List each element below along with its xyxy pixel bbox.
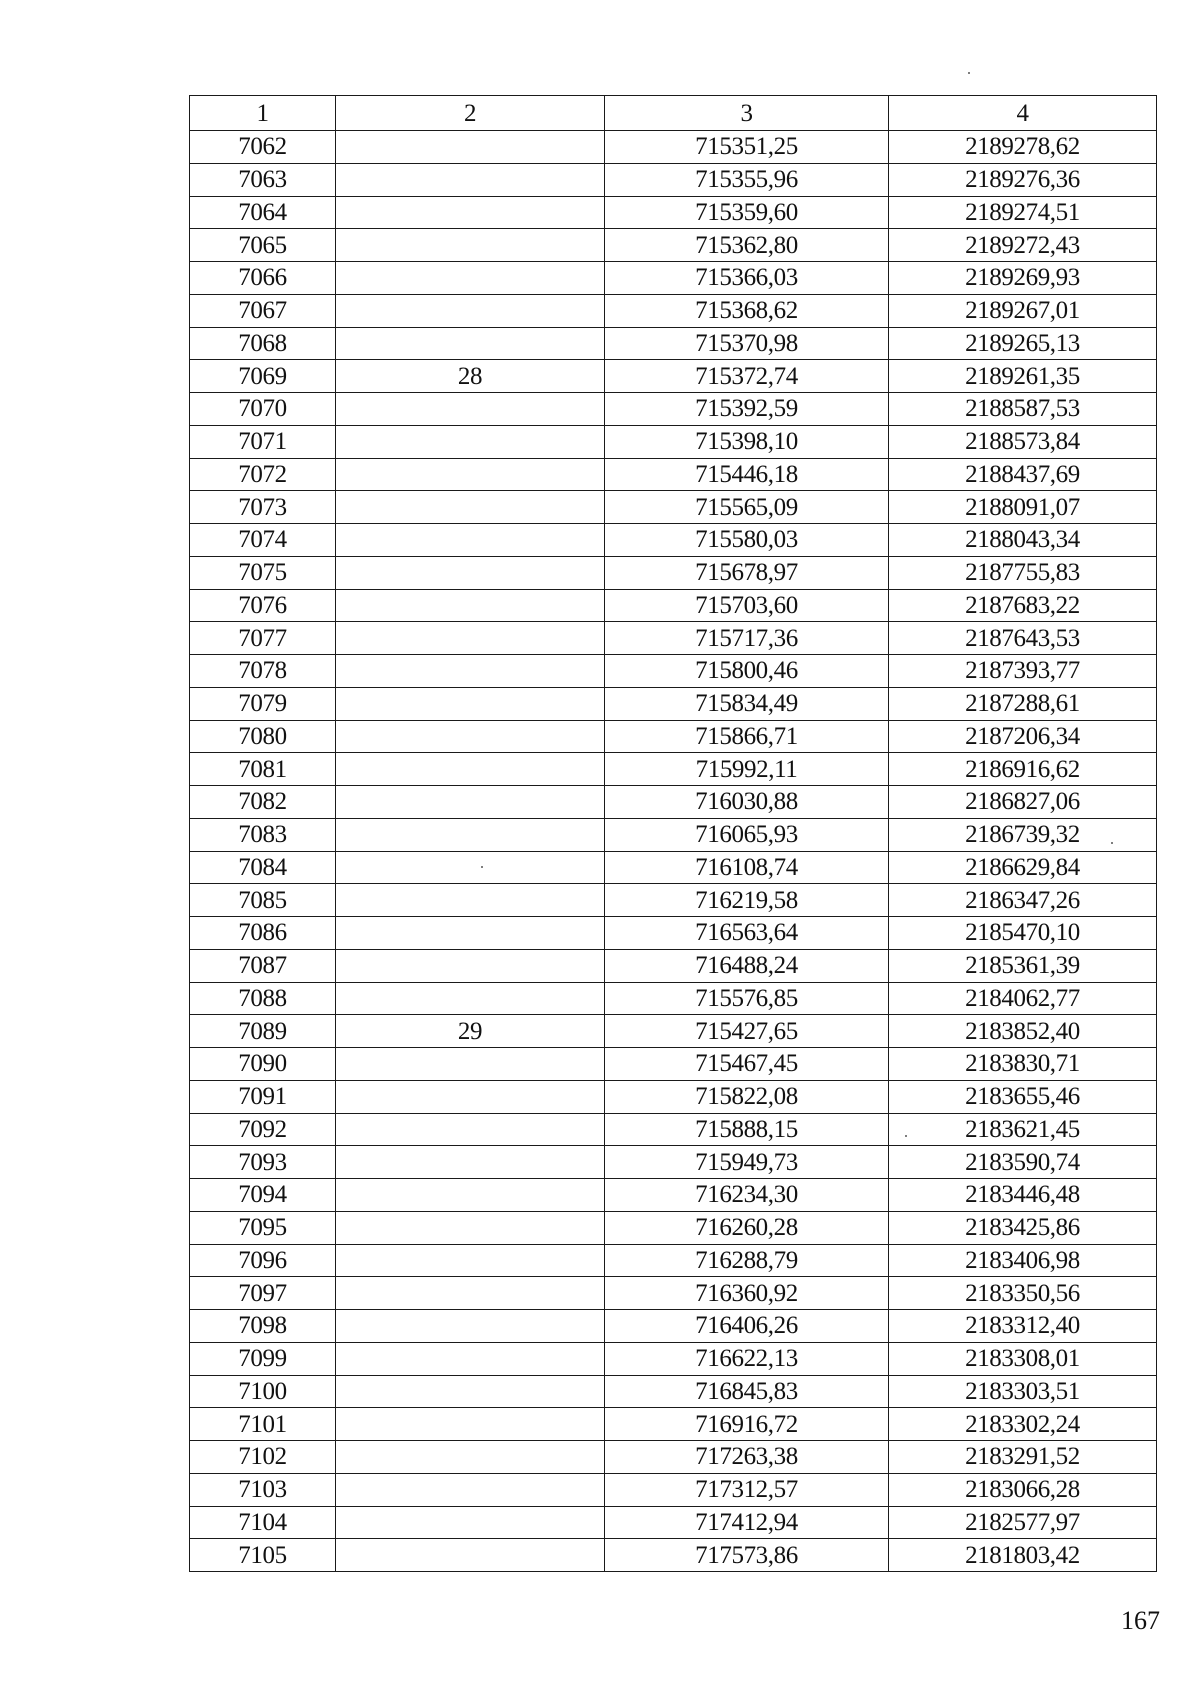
- y-coordinate-cell: 2185470,10: [889, 917, 1157, 950]
- x-coordinate-cell: 715370,98: [605, 327, 889, 360]
- x-coordinate-cell: 715992,11: [605, 753, 889, 786]
- point-number-cell: 7080: [190, 720, 336, 753]
- x-coordinate-cell: 715888,15: [605, 1113, 889, 1146]
- y-coordinate-cell: 2183308,01: [889, 1342, 1157, 1375]
- table-row: [190, 622, 1157, 655]
- table-row: [190, 687, 1157, 720]
- y-coordinate-cell: 2188437,69: [889, 458, 1157, 491]
- column-header-2: 2: [336, 96, 605, 131]
- y-coordinate-cell: 2183590,74: [889, 1146, 1157, 1179]
- x-coordinate-cell: 715576,85: [605, 982, 889, 1015]
- section-number-cell: [336, 458, 605, 491]
- point-number-cell: 7069: [190, 360, 336, 393]
- table-row: [190, 360, 1157, 393]
- section-number-cell: [336, 262, 605, 295]
- y-coordinate-cell: 2189267,01: [889, 294, 1157, 327]
- point-number-cell: 7099: [190, 1342, 336, 1375]
- y-coordinate-cell: 2187206,34: [889, 720, 1157, 753]
- table-row: [190, 917, 1157, 950]
- table-row: [190, 1473, 1157, 1506]
- x-coordinate-cell: 716065,93: [605, 818, 889, 851]
- section-number-cell: [336, 622, 605, 655]
- y-coordinate-cell: 2188043,34: [889, 524, 1157, 557]
- y-coordinate-cell: 2182577,97: [889, 1506, 1157, 1539]
- x-coordinate-cell: 715368,62: [605, 294, 889, 327]
- table-row: [190, 1539, 1157, 1572]
- point-number-cell: 7105: [190, 1539, 336, 1572]
- section-number-cell: [336, 1080, 605, 1113]
- table-row: [190, 818, 1157, 851]
- x-coordinate-cell: 715351,25: [605, 131, 889, 164]
- table-row: [190, 1244, 1157, 1277]
- table-row: [190, 1310, 1157, 1343]
- y-coordinate-cell: 2183302,24: [889, 1408, 1157, 1441]
- y-coordinate-cell: 2183830,71: [889, 1048, 1157, 1081]
- table-row: [190, 393, 1157, 426]
- y-coordinate-cell: 2187683,22: [889, 589, 1157, 622]
- x-coordinate-cell: 715355,96: [605, 163, 889, 196]
- table-row: [190, 1211, 1157, 1244]
- y-coordinate-cell: 2183350,56: [889, 1277, 1157, 1310]
- x-coordinate-cell: 716288,79: [605, 1244, 889, 1277]
- section-number-cell: [336, 491, 605, 524]
- table-row: [190, 1113, 1157, 1146]
- section-number-cell: [336, 425, 605, 458]
- table-row: [190, 1342, 1157, 1375]
- table-row: [190, 1375, 1157, 1408]
- point-number-cell: 7078: [190, 655, 336, 688]
- y-coordinate-cell: 2189274,51: [889, 196, 1157, 229]
- coordinates-table: [189, 95, 1157, 1572]
- section-number-cell: [336, 1277, 605, 1310]
- point-number-cell: 7072: [190, 458, 336, 491]
- y-coordinate-cell: 2186739,32: [889, 818, 1157, 851]
- x-coordinate-cell: 716563,64: [605, 917, 889, 950]
- table-row: [190, 229, 1157, 262]
- point-number-cell: 7070: [190, 393, 336, 426]
- table-row: [190, 589, 1157, 622]
- section-number-cell: [336, 294, 605, 327]
- section-number-cell: [336, 327, 605, 360]
- section-number-cell: [336, 229, 605, 262]
- x-coordinate-cell: 716108,74: [605, 851, 889, 884]
- y-coordinate-cell: 2183291,52: [889, 1441, 1157, 1474]
- point-number-cell: 7097: [190, 1277, 336, 1310]
- x-coordinate-cell: 715372,74: [605, 360, 889, 393]
- section-number-cell: [336, 917, 605, 950]
- point-number-cell: 7101: [190, 1408, 336, 1441]
- x-coordinate-cell: 715834,49: [605, 687, 889, 720]
- section-number-cell: [336, 1473, 605, 1506]
- section-number-cell: [336, 1408, 605, 1441]
- section-number-cell: 28: [336, 360, 605, 393]
- point-number-cell: 7095: [190, 1211, 336, 1244]
- x-coordinate-cell: 717412,94: [605, 1506, 889, 1539]
- point-number-cell: 7067: [190, 294, 336, 327]
- section-number-cell: [336, 1506, 605, 1539]
- x-coordinate-cell: 715866,71: [605, 720, 889, 753]
- x-coordinate-cell: 717312,57: [605, 1473, 889, 1506]
- table-body: [190, 131, 1157, 1572]
- x-coordinate-cell: 716622,13: [605, 1342, 889, 1375]
- table-row: [190, 1277, 1157, 1310]
- table-row: [190, 982, 1157, 1015]
- section-number-cell: [336, 982, 605, 1015]
- section-number-cell: [336, 524, 605, 557]
- section-number-cell: [336, 1113, 605, 1146]
- point-number-cell: 7090: [190, 1048, 336, 1081]
- section-number-cell: [336, 884, 605, 917]
- y-coordinate-cell: 2186916,62: [889, 753, 1157, 786]
- section-number-cell: [336, 1048, 605, 1081]
- section-number-cell: [336, 131, 605, 164]
- point-number-cell: 7068: [190, 327, 336, 360]
- x-coordinate-cell: 715392,59: [605, 393, 889, 426]
- section-number-cell: [336, 1146, 605, 1179]
- section-number-cell: [336, 393, 605, 426]
- point-number-cell: 7062: [190, 131, 336, 164]
- y-coordinate-cell: 2183066,28: [889, 1473, 1157, 1506]
- y-coordinate-cell: 2185361,39: [889, 949, 1157, 982]
- point-number-cell: 7081: [190, 753, 336, 786]
- table-row: [190, 163, 1157, 196]
- y-coordinate-cell: 2189265,13: [889, 327, 1157, 360]
- point-number-cell: 7087: [190, 949, 336, 982]
- section-number-cell: [336, 753, 605, 786]
- x-coordinate-cell: 716916,72: [605, 1408, 889, 1441]
- table-row: [190, 851, 1157, 884]
- point-number-cell: 7092: [190, 1113, 336, 1146]
- section-number-cell: [336, 1539, 605, 1572]
- point-number-cell: 7076: [190, 589, 336, 622]
- x-coordinate-cell: 715703,60: [605, 589, 889, 622]
- point-number-cell: 7086: [190, 917, 336, 950]
- column-header-4: 4: [889, 96, 1157, 131]
- x-coordinate-cell: 715446,18: [605, 458, 889, 491]
- point-number-cell: 7088: [190, 982, 336, 1015]
- y-coordinate-cell: 2183312,40: [889, 1310, 1157, 1343]
- point-number-cell: 7074: [190, 524, 336, 557]
- y-coordinate-cell: 2187755,83: [889, 556, 1157, 589]
- point-number-cell: 7091: [190, 1080, 336, 1113]
- header-row: [190, 96, 1157, 131]
- y-coordinate-cell: 2189272,43: [889, 229, 1157, 262]
- x-coordinate-cell: 716219,58: [605, 884, 889, 917]
- section-number-cell: [336, 851, 605, 884]
- point-number-cell: 7073: [190, 491, 336, 524]
- x-coordinate-cell: 715366,03: [605, 262, 889, 295]
- point-number-cell: 7093: [190, 1146, 336, 1179]
- x-coordinate-cell: 716488,24: [605, 949, 889, 982]
- y-coordinate-cell: 2186827,06: [889, 786, 1157, 819]
- section-number-cell: 29: [336, 1015, 605, 1048]
- y-coordinate-cell: 2189261,35: [889, 360, 1157, 393]
- y-coordinate-cell: 2187643,53: [889, 622, 1157, 655]
- point-number-cell: 7083: [190, 818, 336, 851]
- x-coordinate-cell: 715427,65: [605, 1015, 889, 1048]
- table-row: [190, 425, 1157, 458]
- y-coordinate-cell: 2186629,84: [889, 851, 1157, 884]
- table-row: [190, 1506, 1157, 1539]
- table-row: [190, 458, 1157, 491]
- y-coordinate-cell: 2183406,98: [889, 1244, 1157, 1277]
- section-number-cell: [336, 720, 605, 753]
- section-number-cell: [336, 786, 605, 819]
- table-row: [190, 1441, 1157, 1474]
- y-coordinate-cell: 2184062,77: [889, 982, 1157, 1015]
- point-number-cell: 7096: [190, 1244, 336, 1277]
- section-number-cell: [336, 196, 605, 229]
- table-row: [190, 720, 1157, 753]
- point-number-cell: 7066: [190, 262, 336, 295]
- y-coordinate-cell: 2183446,48: [889, 1179, 1157, 1212]
- table-row: [190, 196, 1157, 229]
- y-coordinate-cell: 2188091,07: [889, 491, 1157, 524]
- table-row: [190, 1179, 1157, 1212]
- section-number-cell: [336, 589, 605, 622]
- scan-speck: [968, 72, 970, 74]
- point-number-cell: 7104: [190, 1506, 336, 1539]
- table-row: [190, 949, 1157, 982]
- page-number: 167: [1121, 1606, 1160, 1635]
- x-coordinate-cell: 717263,38: [605, 1441, 889, 1474]
- table-header: [190, 96, 1157, 131]
- section-number-cell: [336, 556, 605, 589]
- point-number-cell: 7064: [190, 196, 336, 229]
- point-number-cell: 7077: [190, 622, 336, 655]
- table-row: [190, 786, 1157, 819]
- x-coordinate-cell: 716234,30: [605, 1179, 889, 1212]
- table-row: [190, 262, 1157, 295]
- x-coordinate-cell: 717573,86: [605, 1539, 889, 1572]
- y-coordinate-cell: 2189269,93: [889, 262, 1157, 295]
- point-number-cell: 7100: [190, 1375, 336, 1408]
- y-coordinate-cell: 2188587,53: [889, 393, 1157, 426]
- section-number-cell: [336, 687, 605, 720]
- y-coordinate-cell: 2183425,86: [889, 1211, 1157, 1244]
- x-coordinate-cell: 715822,08: [605, 1080, 889, 1113]
- y-coordinate-cell: 2183303,51: [889, 1375, 1157, 1408]
- point-number-cell: 7075: [190, 556, 336, 589]
- point-number-cell: 7103: [190, 1473, 336, 1506]
- table-row: [190, 655, 1157, 688]
- table-row: [190, 294, 1157, 327]
- x-coordinate-cell: 715565,09: [605, 491, 889, 524]
- section-number-cell: [336, 1342, 605, 1375]
- y-coordinate-cell: 2183621,45: [889, 1113, 1157, 1146]
- x-coordinate-cell: 716360,92: [605, 1277, 889, 1310]
- section-number-cell: [336, 1310, 605, 1343]
- table-row: [190, 1015, 1157, 1048]
- x-coordinate-cell: 716406,26: [605, 1310, 889, 1343]
- x-coordinate-cell: 715678,97: [605, 556, 889, 589]
- point-number-cell: 7065: [190, 229, 336, 262]
- y-coordinate-cell: 2181803,42: [889, 1539, 1157, 1572]
- section-number-cell: [336, 1441, 605, 1474]
- table-row: [190, 1080, 1157, 1113]
- point-number-cell: 7102: [190, 1441, 336, 1474]
- point-number-cell: 7094: [190, 1179, 336, 1212]
- y-coordinate-cell: 2188573,84: [889, 425, 1157, 458]
- y-coordinate-cell: 2183655,46: [889, 1080, 1157, 1113]
- x-coordinate-cell: 715800,46: [605, 655, 889, 688]
- section-number-cell: [336, 1244, 605, 1277]
- y-coordinate-cell: 2189278,62: [889, 131, 1157, 164]
- section-number-cell: [336, 818, 605, 851]
- x-coordinate-cell: 715359,60: [605, 196, 889, 229]
- x-coordinate-cell: 715717,36: [605, 622, 889, 655]
- point-number-cell: 7079: [190, 687, 336, 720]
- x-coordinate-cell: 716260,28: [605, 1211, 889, 1244]
- table-row: [190, 753, 1157, 786]
- table-row: [190, 1048, 1157, 1081]
- table-row: [190, 491, 1157, 524]
- section-number-cell: [336, 655, 605, 688]
- point-number-cell: 7098: [190, 1310, 336, 1343]
- x-coordinate-cell: 715580,03: [605, 524, 889, 557]
- point-number-cell: 7071: [190, 425, 336, 458]
- point-number-cell: 7082: [190, 786, 336, 819]
- section-number-cell: [336, 1179, 605, 1212]
- point-number-cell: 7084: [190, 851, 336, 884]
- point-number-cell: 7063: [190, 163, 336, 196]
- y-coordinate-cell: 2187393,77: [889, 655, 1157, 688]
- section-number-cell: [336, 949, 605, 982]
- y-coordinate-cell: 2189276,36: [889, 163, 1157, 196]
- column-header-1: 1: [190, 96, 336, 131]
- x-coordinate-cell: 715398,10: [605, 425, 889, 458]
- point-number-cell: 7089: [190, 1015, 336, 1048]
- table-row: [190, 1146, 1157, 1179]
- y-coordinate-cell: 2186347,26: [889, 884, 1157, 917]
- section-number-cell: [336, 1211, 605, 1244]
- x-coordinate-cell: 716845,83: [605, 1375, 889, 1408]
- table-row: [190, 131, 1157, 164]
- table-row: [190, 556, 1157, 589]
- x-coordinate-cell: 715949,73: [605, 1146, 889, 1179]
- x-coordinate-cell: 715467,45: [605, 1048, 889, 1081]
- x-coordinate-cell: 716030,88: [605, 786, 889, 819]
- y-coordinate-cell: 2187288,61: [889, 687, 1157, 720]
- table-row: [190, 524, 1157, 557]
- x-coordinate-cell: 715362,80: [605, 229, 889, 262]
- table-row: [190, 884, 1157, 917]
- section-number-cell: [336, 1375, 605, 1408]
- point-number-cell: 7085: [190, 884, 336, 917]
- column-header-3: 3: [605, 96, 889, 131]
- section-number-cell: [336, 163, 605, 196]
- table-row: [190, 327, 1157, 360]
- table-row: [190, 1408, 1157, 1441]
- y-coordinate-cell: 2183852,40: [889, 1015, 1157, 1048]
